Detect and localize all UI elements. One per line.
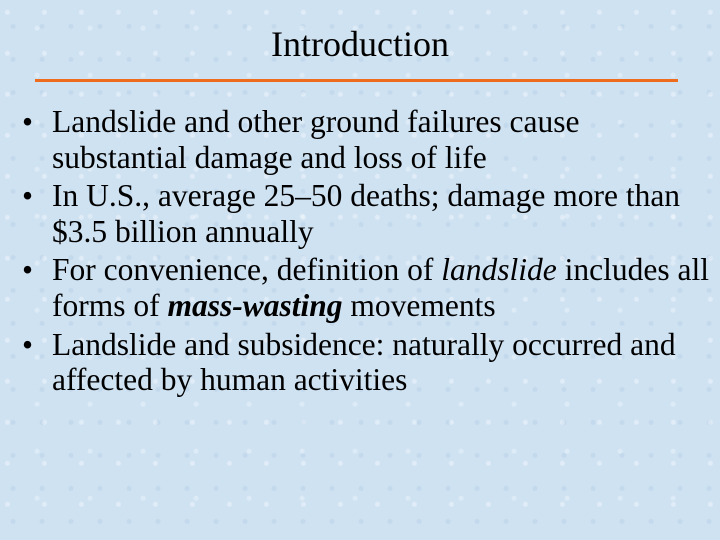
bullet-item-2 (22, 178, 712, 249)
bullet-text: Landslide and subsidence: naturally occurred and affected by human activities (52, 326, 676, 398)
bullet-item-4 (22, 327, 712, 398)
slide-title: Introduction (271, 24, 449, 64)
bullet-text: Landslide and other ground failures cause substantial damage and loss of life (52, 104, 580, 175)
bullet-text: For convenience, definition of (52, 252, 442, 288)
bullet-text: movements (342, 287, 496, 323)
bullet-emphasis-italic: landslide (441, 252, 557, 288)
bullet-item-3 (22, 252, 712, 323)
bullet-item-1 (22, 104, 712, 175)
bullet-text: includes all forms of (52, 252, 709, 323)
bullet-emphasis-bold-italic: mass-wasting (167, 287, 343, 323)
bullet-text: In U.S., average 25–50 deaths; damage more than $3.5 billion annually (52, 178, 681, 249)
bullet-marker: • (22, 104, 34, 139)
bullet-marker: • (22, 178, 34, 214)
title-underline (35, 79, 678, 82)
bullet-marker: • (22, 326, 34, 362)
bullet-list (22, 104, 712, 401)
bullet-marker: • (22, 252, 34, 288)
